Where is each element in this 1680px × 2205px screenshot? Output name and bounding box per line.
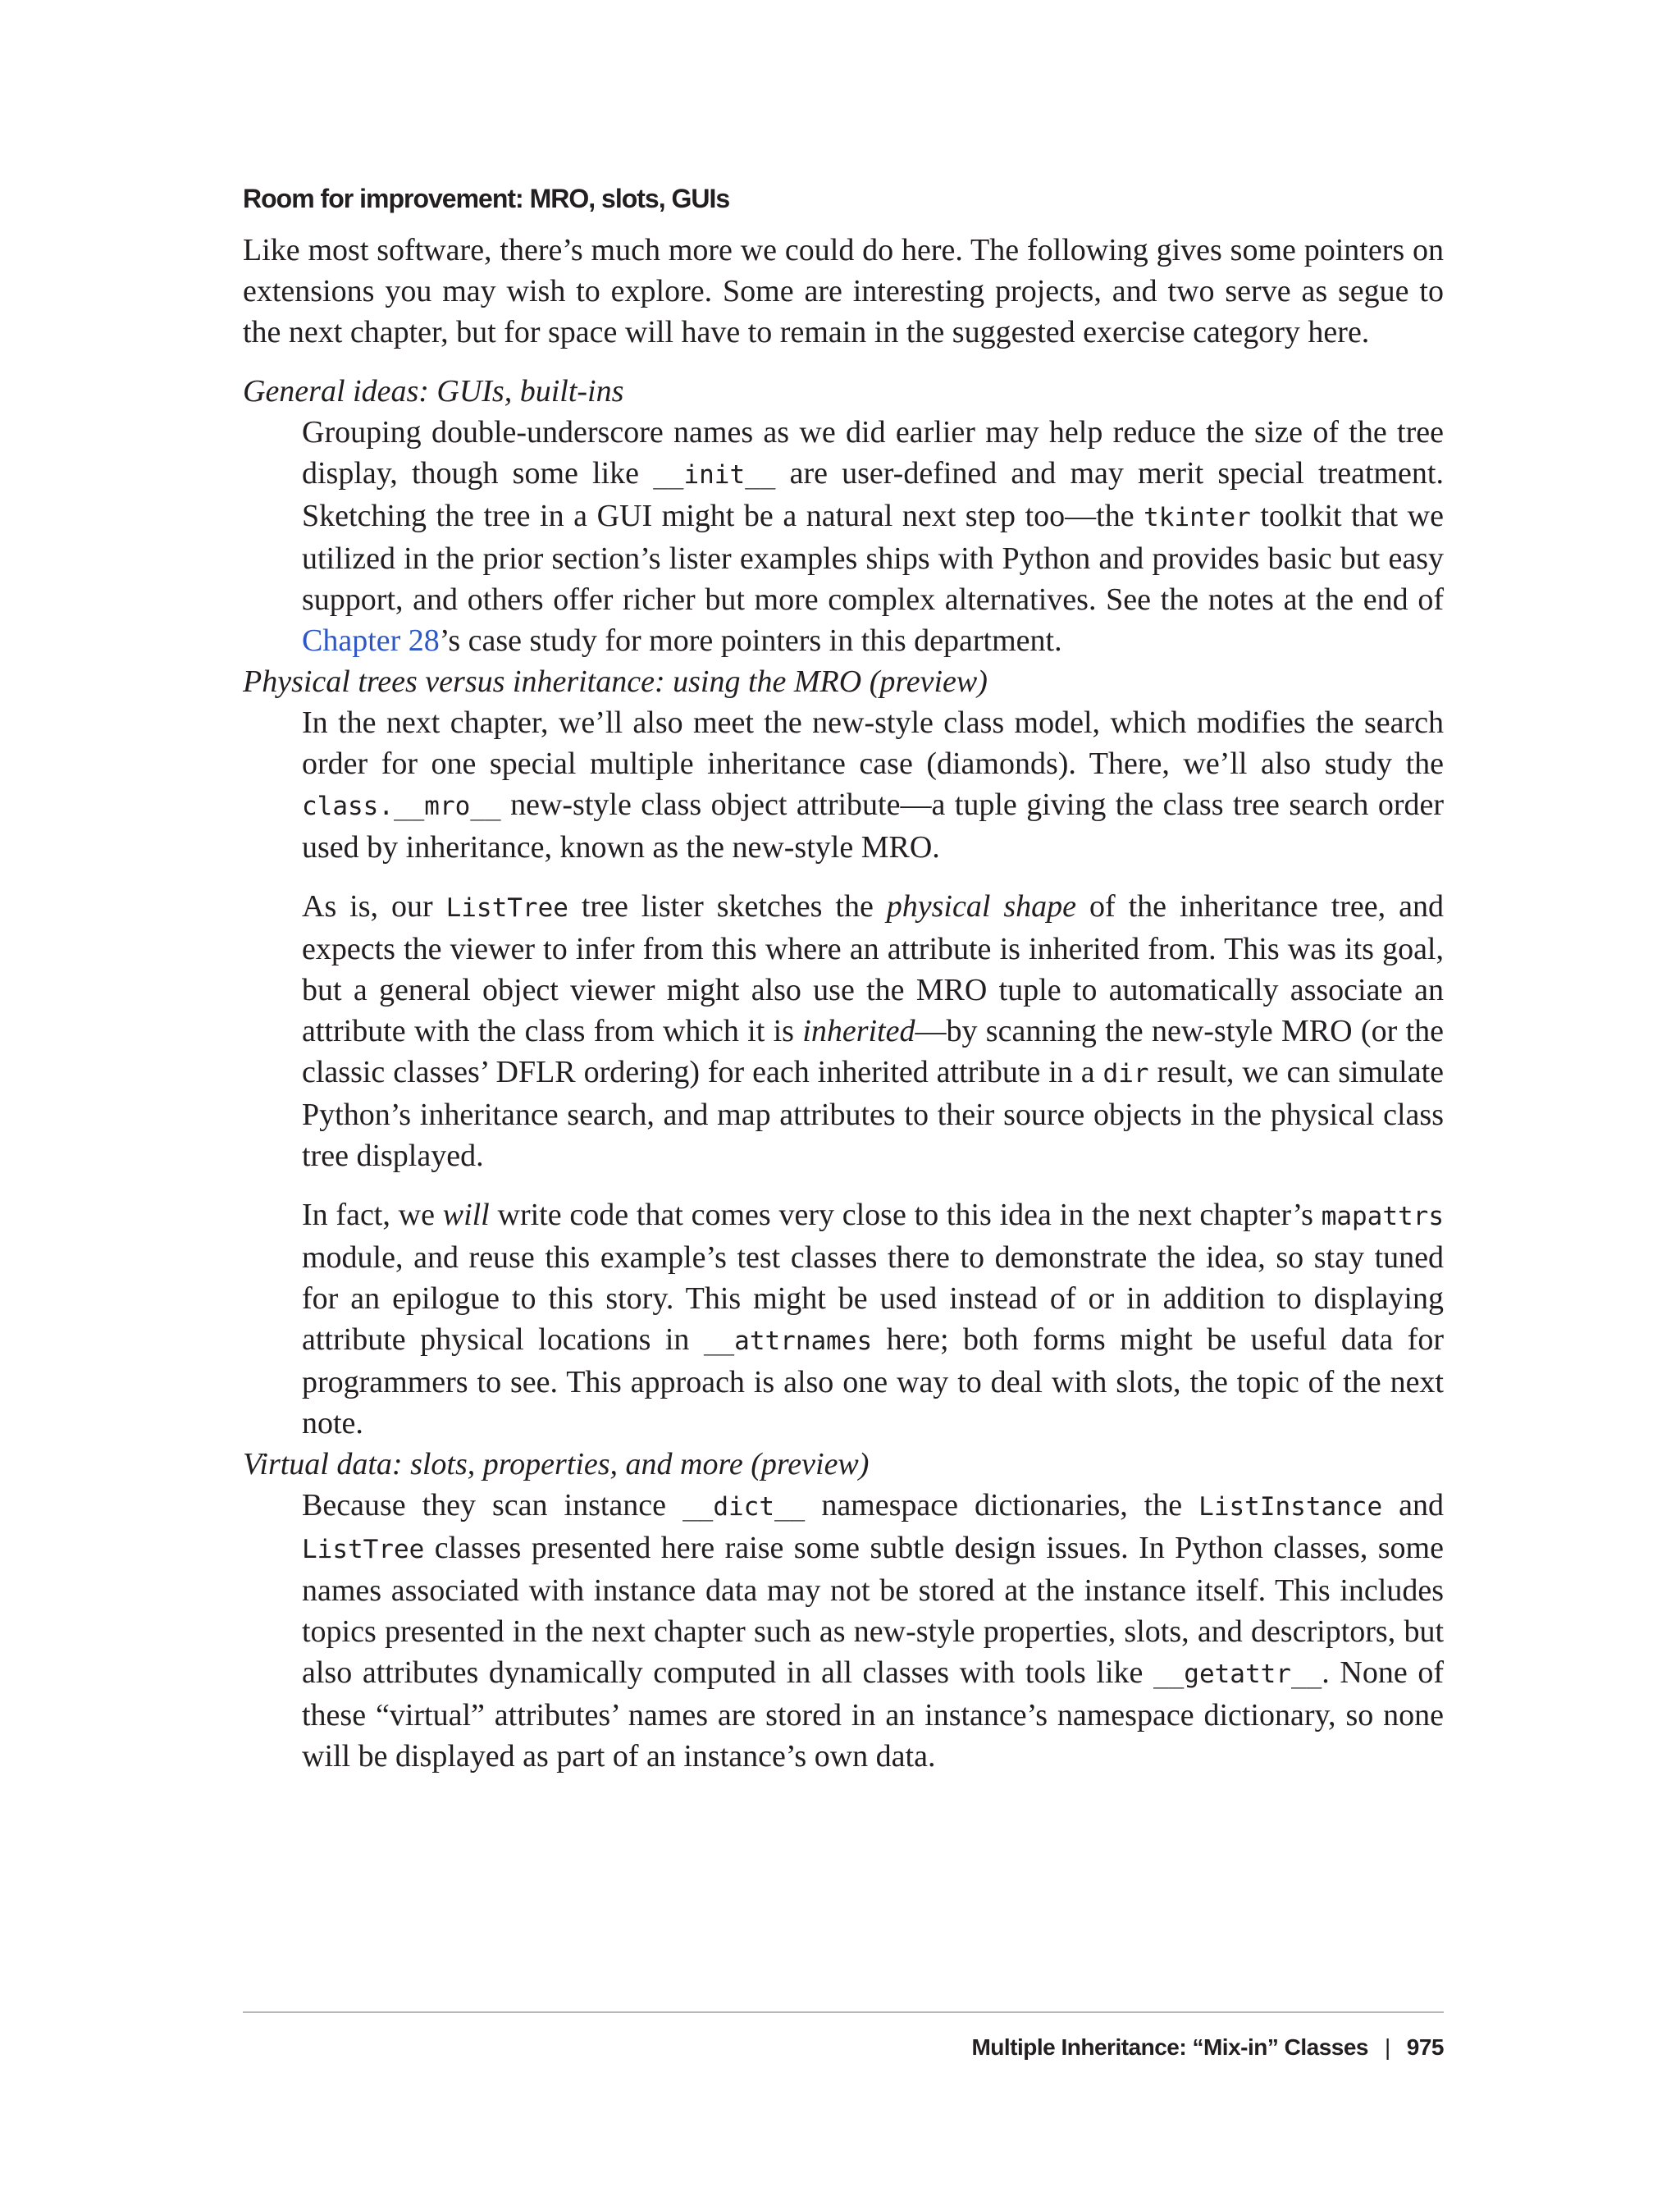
paragraph [302,1485,1444,1777]
extension-list [243,371,1444,1777]
text: —by scanning the new-style MRO (or the classic classes’ DFLR ordering) for each inherited attribute in a [302,1014,1444,1089]
text: In the next chapter, we’ll also meet the new-style class model, which modifies the search order for one special multiple inheritance case (diamonds). There, we’ll also study the [302,705,1444,781]
term-general-ideas: General ideas: GUIs, built-ins [243,374,624,409]
definition-virtual-data [302,1485,1444,1777]
text: tree lister sketches the [568,889,887,924]
code-dict: __dict__ [682,1492,806,1522]
code-dir: dir [1102,1059,1149,1089]
emphasis: physical shape [886,889,1077,924]
text: As is, our [302,889,446,924]
definition-general-ideas [302,412,1444,661]
term-virtual-data: Virtual data: slots, properties, and more (preview) [243,1447,870,1481]
footer-rule [243,2011,1444,2013]
text: new-style class object attribute—a tuple giving the class tree search order used by inheritance, known as the new-style MRO. [302,788,1444,865]
text: ’s case study for more pointers in this department. [439,623,1062,658]
code-init: __init__ [653,460,776,490]
section-heading: Room for improvement: MRO, slots, GUIs [243,184,730,213]
text: toolkit that we utilized in the prior section’s lister examples ships with Python and provides basic but easy support, and others offer richer but more complex alternatives. See the notes at the end of [302,499,1444,617]
text: module, and reuse this example’s test classes there to demonstrate the idea, so stay tuned for an epilogue to this story. This might be used instead of or in addition to displaying attribute physical locations in [302,1240,1444,1357]
text: Because they scan instance [302,1488,683,1522]
code-class-mro: class.__mro__ [302,792,501,821]
chapter-28-link[interactable]: Chapter 28 [302,623,440,658]
footer-separator: | [1385,2034,1390,2060]
paragraph [302,412,1444,661]
text: result, we can simulate Python’s inheritance search, and map attributes to their source objects in the physical class tree displayed. [302,1055,1444,1173]
code-tkinter: tkinter [1144,503,1251,532]
text: and [1382,1488,1444,1522]
footer-text [243,2034,1444,2061]
code-getattr: __getattr__ [1153,1659,1322,1689]
text: here; both forms might be useful data for programmers to see. This approach is also one way to deal with slots, the topic of the next note. [302,1322,1444,1440]
text: . None of these “virtual” attributes’ names are stored in an instance’s namespace dictionary, so none will be displayed as part of an instance’s own data. [302,1655,1444,1774]
text: of the inheritance tree, and expects the viewer to infer from this where an attribute is inherited from. This was its goal, but a general object viewer might also use the MRO tuple to automatically associate an attribute with the class from which it is [302,889,1444,1048]
text: write code that comes very close to this idea in the next chapter’s [489,1198,1322,1232]
page-number: 975 [1406,2034,1444,2060]
definition-physical-trees [302,702,1444,1444]
code-mapattrs: mapattrs [1321,1202,1444,1231]
paragraph [302,1194,1444,1444]
code-listtree: ListTree [445,893,568,923]
text: classes presented here raise some subtle design issues. In Python classes, some names associated with instance data may not be stored at the instance itself. This includes topics presented in the next chapter such as new-style properties, slots, and descriptors, but also attributes dynamically computed in all classes with tools like [302,1531,1444,1690]
emphasis: will [442,1198,490,1232]
text: are user-defined and may merit special treatment. Sketching the tree in a GUI might be a natural next step too—the [302,456,1444,533]
running-title: Multiple Inheritance: “Mix-in” Classes [971,2034,1368,2060]
text: Grouping double-underscore names as we did earlier may help reduce the size of the tree display, though some like [302,415,1444,491]
page-footer [243,2011,1444,2061]
paragraph [302,886,1444,1176]
emphasis: inherited [802,1014,915,1048]
code-listtree: ListTree [302,1535,425,1564]
intro-paragraph: Like most software, there’s much more we could do here. The following gives some pointers on extensions you may wish to explore. Some are interesting projects, and two serve as segue to the next chapter, but for space will have to remain in the suggested exercise category here. [243,233,1444,349]
term-physical-trees: Physical trees versus inheritance: using the MRO (preview) [243,664,988,699]
text: namespace dictionaries, the [805,1488,1199,1522]
page-content [243,182,1444,1777]
code-listinstance: ListInstance [1198,1492,1383,1522]
paragraph [302,702,1444,868]
text: In fact, we [302,1198,443,1232]
code-attrnames: __attrnames [703,1326,873,1356]
